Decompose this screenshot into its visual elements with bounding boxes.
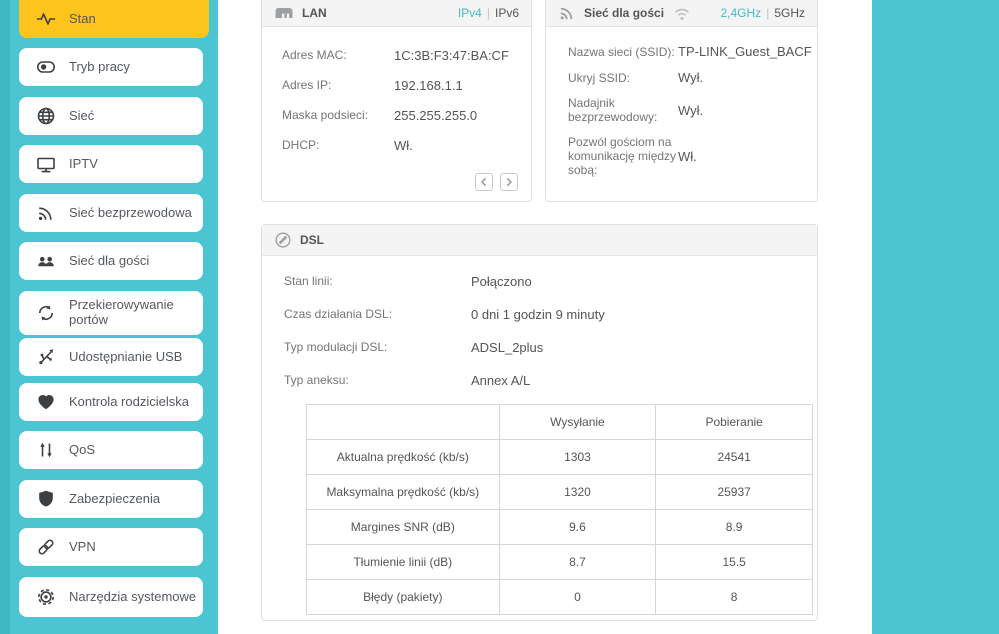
lan-card xyxy=(261,0,532,202)
field-label: Nadajnik bezprzewodowy: xyxy=(568,96,658,124)
sidebar-item-label: Udostępnianie USB xyxy=(69,348,183,364)
sidebar-item-iptv[interactable] xyxy=(19,145,203,183)
tab-2-4ghz[interactable]: 2,4GHz xyxy=(720,6,762,20)
prev-page-button[interactable] xyxy=(475,173,493,191)
dsl-card-body xyxy=(262,256,817,615)
sidebar-item-label: QoS xyxy=(69,441,96,457)
guest-card-header xyxy=(546,0,817,27)
vpn-icon xyxy=(36,537,56,557)
qos-icon xyxy=(36,440,56,460)
sidebar-item-label: IPTV xyxy=(69,155,98,171)
field-label: Maska podsieci: xyxy=(282,108,369,122)
field-value: 0 dni 1 godzin 9 minuty xyxy=(471,306,605,322)
card-title: LAN xyxy=(302,6,327,20)
card-title: DSL xyxy=(300,233,324,247)
field-label: Adres MAC: xyxy=(282,48,347,62)
sidebar-item-usb-sharing[interactable] xyxy=(19,338,203,376)
sidebar-item-label: Zabezpieczenia xyxy=(69,490,161,506)
port-forwarding-icon xyxy=(36,303,56,323)
sidebar-item-label: Sieć bezprzewodowa xyxy=(69,204,192,220)
field-value: 192.168.1.1 xyxy=(394,77,463,93)
dsl-card xyxy=(261,224,818,621)
usb-icon xyxy=(36,347,56,367)
info-row xyxy=(284,371,817,389)
field-value: ADSL_2plus xyxy=(471,339,544,355)
sidebar xyxy=(0,0,218,634)
tab-5ghz[interactable]: 5GHz xyxy=(774,6,805,20)
upstream-value: 1303 xyxy=(499,440,656,475)
field-label: Typ modulacji DSL: xyxy=(284,340,388,354)
row-label: Błędy (pakiety) xyxy=(307,580,500,615)
shield-icon xyxy=(36,489,56,509)
downstream-value: 24541 xyxy=(656,440,813,475)
info-row xyxy=(284,272,817,290)
guest-card-body xyxy=(546,27,817,177)
field-value: 1C:3B:F3:47:BA:CF xyxy=(394,47,509,63)
upstream-value: 8.7 xyxy=(499,545,656,580)
table-row xyxy=(307,475,813,510)
field-value: Wł. xyxy=(678,148,697,164)
guest-band-tabs xyxy=(721,6,806,20)
lan-card-header xyxy=(262,0,531,27)
sidebar-item-label: Sieć dla gości xyxy=(69,252,150,268)
sidebar-item-label: Stan xyxy=(69,10,96,26)
card-title: Sieć dla gości xyxy=(584,6,665,20)
sidebar-item-label: Narzędzia systemowe xyxy=(69,588,197,604)
table-header-upstream: Wysyłanie xyxy=(499,405,656,440)
sidebar-item-label: Tryb pracy xyxy=(69,58,130,74)
sidebar-item-security[interactable] xyxy=(19,480,203,518)
table-row xyxy=(307,510,813,545)
downstream-value: 8 xyxy=(656,580,813,615)
sidebar-item-status[interactable] xyxy=(19,0,209,38)
guest-network-card xyxy=(545,0,818,202)
next-page-button[interactable] xyxy=(500,173,518,191)
downstream-value: 8.9 xyxy=(656,510,813,545)
upstream-value: 0 xyxy=(499,580,656,615)
field-label: Czas działania DSL: xyxy=(284,307,393,321)
main-panel xyxy=(218,0,872,634)
row-label: Margines SNR (dB) xyxy=(307,510,500,545)
field-label: Stan linii: xyxy=(284,274,333,288)
sidebar-item-vpn[interactable] xyxy=(19,528,203,566)
info-row xyxy=(284,338,817,356)
sidebar-item-guest-network[interactable] xyxy=(19,242,203,280)
field-label: DHCP: xyxy=(282,138,320,152)
sidebar-item-label: Kontrola rodzicielska xyxy=(69,393,189,409)
sidebar-item-qos[interactable] xyxy=(19,431,203,469)
sidebar-item-label: VPN xyxy=(69,538,96,554)
sidebar-item-parental-controls[interactable] xyxy=(19,383,203,421)
downstream-value: 15.5 xyxy=(656,545,813,580)
field-value: Wył. xyxy=(678,102,704,118)
tab-separator: | xyxy=(486,6,490,20)
globe-icon xyxy=(36,106,56,126)
wireless-icon xyxy=(36,203,56,223)
info-row xyxy=(568,135,817,177)
dsl-card-header xyxy=(262,225,817,256)
upstream-value: 1320 xyxy=(499,475,656,510)
downstream-value: 25937 xyxy=(656,475,813,510)
info-row xyxy=(568,70,817,85)
table-header-empty xyxy=(307,405,500,440)
parental-control-icon xyxy=(36,392,56,412)
toggle-icon xyxy=(36,57,56,77)
info-row xyxy=(284,305,817,323)
field-value: 255.255.255.0 xyxy=(394,107,478,123)
chevron-right-icon xyxy=(504,177,514,187)
row-label: Aktualna prędkość (kb/s) xyxy=(307,440,500,475)
info-row xyxy=(282,46,531,64)
monitor-icon xyxy=(36,154,56,174)
info-row xyxy=(282,106,531,124)
info-row xyxy=(282,76,531,94)
pulse-icon xyxy=(36,9,56,29)
dsl-stats-table xyxy=(306,404,813,615)
table-header-downstream: Pobieranie xyxy=(656,405,813,440)
field-value: Wł. xyxy=(394,137,413,153)
lan-card-body xyxy=(262,27,531,154)
sidebar-item-wireless[interactable] xyxy=(19,194,203,232)
lan-version-tabs xyxy=(458,6,519,20)
info-row xyxy=(568,44,817,59)
dsl-line-icon xyxy=(274,231,292,249)
info-row xyxy=(282,136,531,154)
field-label: Ukryj SSID: xyxy=(568,70,631,85)
sidebar-item-port-forwarding[interactable] xyxy=(19,291,203,335)
row-label: Maksymalna prędkość (kb/s) xyxy=(307,475,500,510)
field-value: TP-LINK_Guest_BACF xyxy=(678,44,812,59)
guests-icon xyxy=(36,251,56,271)
row-label: Tłumienie linii (dB) xyxy=(307,545,500,580)
table-row xyxy=(307,545,813,580)
lan-hub-icon xyxy=(274,5,294,21)
field-label: Adres IP: xyxy=(282,78,332,92)
info-row xyxy=(568,96,817,124)
guest-wireless-icon xyxy=(558,4,576,22)
field-value: Wył. xyxy=(678,70,704,85)
field-label: Pozwól gościom na komunikację między sobą: xyxy=(568,135,677,177)
tab-ipv4[interactable]: IPv4 xyxy=(457,6,482,20)
sidebar-item-label: Sieć xyxy=(69,107,95,123)
sidebar-item-label: Przekierowywanie portów xyxy=(69,297,174,327)
table-header-row xyxy=(307,405,813,440)
card-pager xyxy=(475,173,518,191)
upstream-value: 9.6 xyxy=(499,510,656,545)
tab-separator: | xyxy=(766,6,770,20)
table-row xyxy=(307,580,813,615)
sidebar-item-network[interactable] xyxy=(19,97,203,135)
tab-ipv6[interactable]: IPv6 xyxy=(494,6,519,20)
field-value: Annex A/L xyxy=(471,372,531,388)
field-label: Typ aneksu: xyxy=(284,373,349,387)
field-value: Połączono xyxy=(471,273,532,289)
chevron-left-icon xyxy=(479,177,489,187)
gear-icon xyxy=(36,587,56,607)
wifi-fan-icon xyxy=(672,5,692,22)
sidebar-item-system-tools[interactable] xyxy=(19,577,203,617)
field-label: Nazwa sieci (SSID): xyxy=(568,44,675,59)
table-row xyxy=(307,440,813,475)
sidebar-item-operation-mode[interactable] xyxy=(19,48,203,86)
